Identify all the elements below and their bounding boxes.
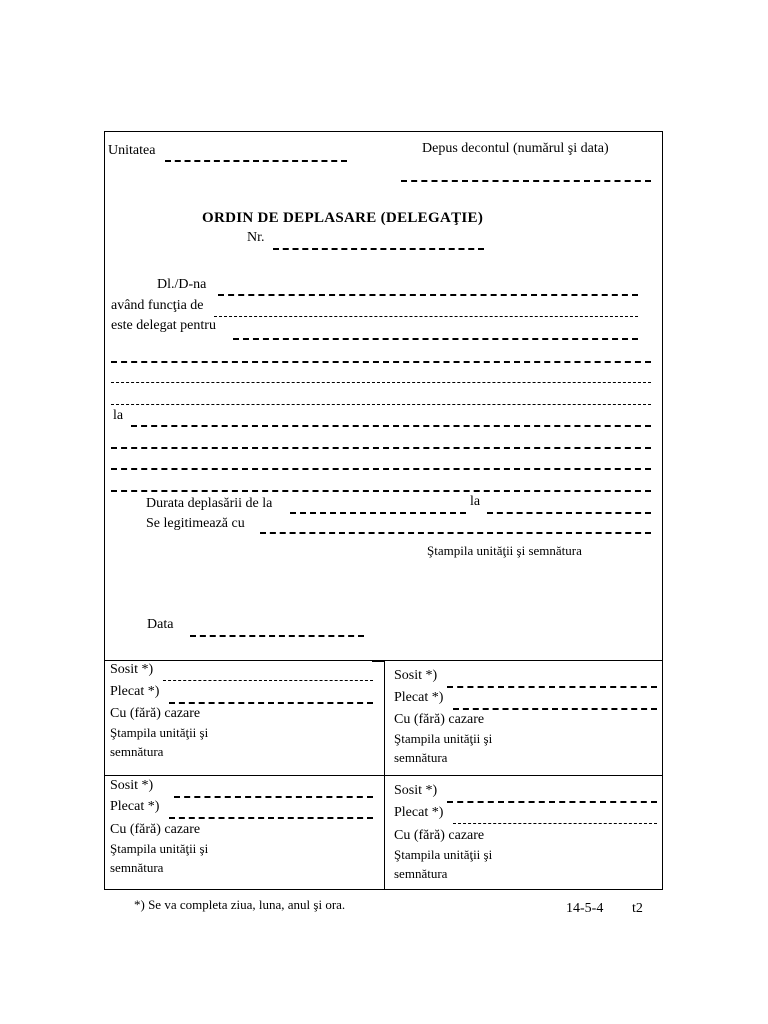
arrived-field[interactable] <box>447 686 657 688</box>
arrived-label: Sosit *) <box>110 778 154 793</box>
departed-label: Plecat *) <box>394 690 444 705</box>
destination-line-3[interactable] <box>111 468 651 470</box>
date-field[interactable] <box>190 635 364 637</box>
departed-field[interactable] <box>174 796 373 798</box>
stamp-line-2: semnătura <box>110 744 164 759</box>
delegated-field[interactable] <box>233 338 638 340</box>
departed-label: Plecat *) <box>394 805 444 820</box>
stamp-line-1: Ştampila unităţii şi <box>110 725 209 740</box>
stamp-line-2: semnătura <box>394 750 448 765</box>
departed-field[interactable] <box>453 708 657 710</box>
person-label: Dl./D-na <box>157 277 207 292</box>
arrived-label: Sosit *) <box>394 783 438 798</box>
accommodation-label: Cu (fără) cazare <box>110 822 201 837</box>
number-field[interactable] <box>273 248 484 250</box>
stamp-line-1: Ştampila unităţii şi <box>394 847 493 862</box>
arrived-field[interactable] <box>169 817 373 819</box>
stamp-line-1: Ştampila unităţii şi <box>394 731 493 746</box>
departed-field[interactable] <box>453 823 657 824</box>
arrived-field[interactable] <box>163 680 373 681</box>
form-title: ORDIN DE DEPLASARE (DELEGAŢIE) <box>202 210 484 226</box>
identification-label: Se legitimează cu <box>146 516 245 531</box>
stamp-line-2: semnătura <box>110 860 164 875</box>
settlement-label: Depus decontul (numărul şi data) <box>422 141 609 156</box>
duration-to-field[interactable] <box>487 512 651 514</box>
destination-label: la <box>113 408 124 423</box>
unit-label: Unitatea <box>108 143 156 158</box>
accommodation-label: Cu (fără) cazare <box>110 706 201 721</box>
stamp-label: Ştampila unităţii şi semnătura <box>427 543 582 558</box>
grid-vertical-line <box>384 660 385 890</box>
purpose-line-1[interactable] <box>111 361 651 363</box>
duration-from-field[interactable] <box>290 512 466 514</box>
departed-field[interactable] <box>169 702 373 704</box>
purpose-line-2[interactable] <box>111 382 651 383</box>
arrived-field[interactable] <box>447 801 657 803</box>
footnote: *) Se va completa ziua, luna, anul şi ora. <box>134 897 346 912</box>
destination-line-2[interactable] <box>111 447 651 449</box>
duration-label: Durata deplasării de la <box>146 496 273 511</box>
arrived-label: Sosit *) <box>110 662 154 677</box>
grid-tick <box>372 661 384 662</box>
date-label: Data <box>147 617 174 632</box>
stamp-line-2: semnătura <box>394 866 448 881</box>
function-field[interactable] <box>214 316 638 317</box>
accommodation-label: Cu (fără) cazare <box>394 712 485 727</box>
unit-field[interactable] <box>165 160 347 162</box>
destination-line-4[interactable] <box>111 490 651 492</box>
accommodation-label: Cu (fără) cazare <box>394 828 485 843</box>
number-label: Nr. <box>247 230 265 245</box>
duration-to-label: la <box>470 494 481 509</box>
purpose-line-3[interactable] <box>111 404 651 405</box>
settlement-field[interactable] <box>401 180 651 182</box>
stamp-line-1: Ştampila unităţii şi <box>110 841 209 856</box>
person-field[interactable] <box>218 294 638 296</box>
destination-line-1[interactable] <box>131 425 651 427</box>
identification-field[interactable] <box>260 532 651 534</box>
departed-label: Plecat *) <box>110 684 160 699</box>
arrived-label: Sosit *) <box>394 668 438 683</box>
delegated-label: este delegat pentru <box>111 318 216 333</box>
function-label: având funcţia de <box>111 298 204 313</box>
form-variant: t2 <box>632 901 643 916</box>
departed-label: Plecat *) <box>110 799 160 814</box>
form-code: 14-5-4 <box>566 901 604 916</box>
